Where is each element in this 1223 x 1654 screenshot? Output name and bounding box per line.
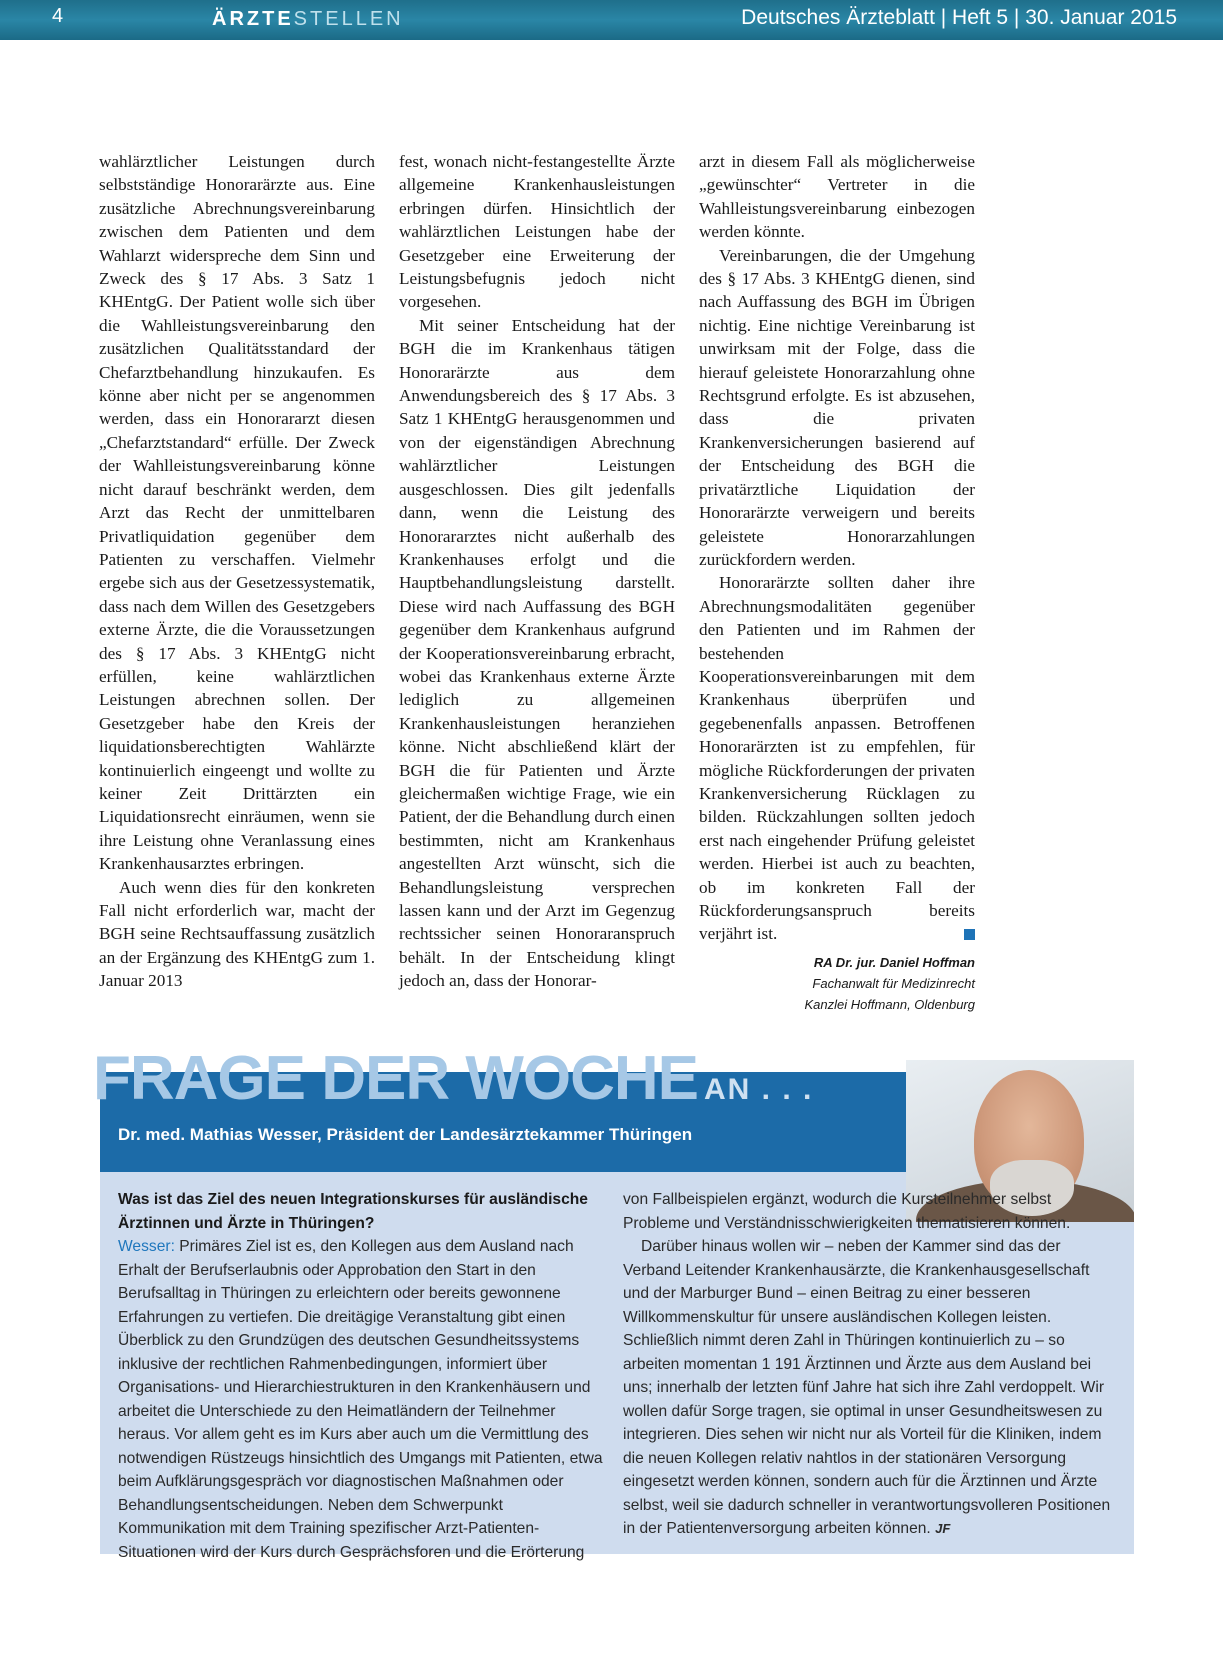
- speaker-label: Wesser:: [118, 1238, 175, 1255]
- paragraph-text: Honorarärzte sollten daher ihre Abrechnungsmodalitäten gegenüber den Patienten und im Rahmen der bestehenden Kooperationsvereinbarungen mit dem Krankenhaus überprüfen und gegebenenfalls anpassen. Betroffenen Honorarärzten ist zu empfehlen, für mögliche Rückforderungen der privaten Krankenversicherung Rücklagen zu bilden. Rückzahlungen sollten jedoch erst nach eingehender Prüfung geleistet werden. Hierbei ist auch zu beachten, ob im konkreten Fall der Rückforderungsanspruch bereits verjährt ist.: [699, 573, 975, 944]
- frage-title-suffix: AN . . .: [704, 1073, 814, 1106]
- qa-column-1: [118, 1188, 606, 1564]
- paragraph: Mit seiner Entscheidung hat der BGH die im Krankenhaus tätigen Honorarärzte aus dem Anwendungsbereich des § 17 Abs. 3 Satz 1 KHEntgG herausgenommen und von der eigenständigen Abrechnung wahlärztlicher Leistungen ausgeschlossen. Dies gilt jedenfalls dann, wenn die Leistung des Honorararztes nicht außerhalb des Krankenhauses erfolgt und die Hauptbehandlungsleistung darstellt. Diese wird nach Auffassung des BGH gegenüber dem Krankenhaus aufgrund der Kooperationsvereinbarung erbracht, wobei das Krankenhaus externe Ärzte lediglich zu allgemeinen Krankenhausleistungen heranziehen könne. Nicht abschließend klärt der BGH die für Patienten und Ärzte gleichermaßen wichtige Frage, wie ein Patient, der die Behandlung durch einen bestimmten, nicht am Krankenhaus angestellten Arzt wünscht, sich die Behandlungsleistung versprechen lassen kann und der Arzt im Gegenzug rechtssicher seinen Honoraranspruch behält. In der Entscheidung klingt jedoch an, dass der Honorar-: [399, 315, 675, 991]
- answer-text: Primäres Ziel ist es, den Kollegen aus dem Ausland nach Erhalt der Berufserlaubnis oder Approbation den Start in den Berufsalltag in Thüringen zu erleichtern oder bereits gewonnene Erfahrungen zu vertiefen. Die dreitägige Veranstaltung gibt einen Überblick zu den Grundzügen des deutschen Gesundheitssystems inklusive der rechtlichen Rahmenbedingungen, informiert über Organisations- und Hierarchiestrukturen in den Krankenhäusern und arbeitet die Unterschiede zu den Heimatländern der Teilnehmer heraus. Vor allem geht es im Kurs aber auch um die Vermittlung des notwendigen Rüstzeugs hinsichtlich des Umgangs mit Patienten, etwa beim Aufklärungsgespräch vor diagnostischen Maßnahmen oder Behandlungsentscheidungen. Neben dem Schwerpunkt Kommunikation mit dem Training spezifischer Arzt-Patienten-Situationen wird der Kurs durch Gesprächsforen und die Erörterung: [118, 1238, 603, 1561]
- paragraph: [699, 571, 975, 946]
- author-name: RA Dr. jur. Daniel Hoffman: [813, 954, 975, 970]
- paragraph: Auch wenn dies für den konkreten Fall nicht erforderlich war, macht der BGH seine Rechtsauffassung zusätzlich an der Ergänzung des KHEntgG zum 1. Januar 2013: [99, 877, 375, 991]
- author-firm: Kanzlei Hoffmann, Oldenburg: [804, 996, 975, 1012]
- signature: JF: [935, 1521, 951, 1536]
- frage-title: [93, 1044, 813, 1125]
- issue-info: Deutsches Ärzteblatt | Heft 5 | 30. Januar 2015: [741, 6, 1177, 29]
- answer-text: Darüber hinaus wollen wir – neben der Kammer sind das der Verband Leitender Krankenhausärzte, die Krankenhausgesellschaft und der Marburger Bund – einen Beitrag zu einer besseren Willkommenskultur für unsere ausländischen Kollegen leisten. Schließlich nimmt deren Zahl in Thüringen kontinuierlich zu – so arbeiten momentan 1 191 Ärztinnen und Ärzte aus dem Ausland bei uns; innerhalb der letzten fünf Jahre hat sich ihre Zahl verdoppelt. Wir wollen dafür Sorge tragen, sie optimal in unser Gesundheitswesen zu integrieren. Dies sehen wir nicht nur als Vorteil für die Kliniken, indem die neuen Kollegen relativ nahtlos in der stationären Versorgung eingesetzt werden können, sondern auch für die Ärztinnen und Ärzte selbst, weil sie dadurch schneller in verantwortungsvolleren Positionen in der Patientenversorgung arbeiten können.: [623, 1238, 1111, 1537]
- question: Was ist das Ziel des neuen Integrationskurses für ausländische Ärztinnen und Ärzte in Thüringen?: [118, 1191, 588, 1232]
- paragraph: wahlärztlicher Leistungen durch selbstständige Honorarärzte aus. Eine zusätzliche Abrechnungsvereinbarung zwischen dem Patienten und dem Wahlarzt widerspreche dem Sinn und Zweck des § 17 Abs. 3 Satz 1 KHEntgG. Der Patient wolle sich über die Wahlleistungsvereinbarung den zusätzlichen Qualitätsstandard der Chefarztbehandlung hinzukaufen. Es könne aber nicht per se angenommen werden, dass ein Honorararzt diesen „Chefarztstandard“ erfülle. Der Zweck der Wahlleistungsvereinbarung könne nicht darauf beschränkt werden, dem Arzt das Recht der unmittelbaren Privatliquidation gegenüber dem Patienten zu verschaffen. Vielmehr ergebe sich aus der Gesetzessystematik, dass nach dem Willen des Gesetzgebers externe Ärzte, die die Voraussetzungen des § 17 Abs. 3 KHEntgG nicht erfüllen, keine wahlärztlichen Leistungen abrechnen sollen. Der Gesetzgeber habe den Kreis der liquidationsberechtigten Wahlärzte kontinuierlich eingeengt und wollte zu keiner Zeit Drittärzten ein Liquidationsrecht einräumen, wenn sie ihre Leistung ohne Veranlassung eines Krankenhausarztes erbringen.: [99, 152, 375, 874]
- author-block: [699, 952, 975, 1015]
- paragraph: arzt in diesem Fall als möglicherweise „gewünschter“ Vertreter in die Wahlleistungsvereinbarung einbezogen werden könnte.: [699, 152, 975, 242]
- section-logo-bold: ÄRZTE: [212, 8, 294, 30]
- page-number: 4: [52, 5, 64, 27]
- qa-column-2: [623, 1188, 1113, 1541]
- section-logo-light: STELLEN: [293, 8, 404, 30]
- article-column-2: [399, 150, 675, 993]
- section-logo: [212, 8, 404, 31]
- article-column-3: [699, 150, 975, 1015]
- header-bar: [0, 0, 1223, 40]
- end-mark-icon: [964, 929, 975, 940]
- frage-subtitle: Dr. med. Mathias Wesser, Präsident der Landesärztekammer Thüringen: [118, 1125, 693, 1144]
- paragraph: fest, wonach nicht-festangestellte Ärzte allgemeine Krankenhausleistungen erbringen dürfen. Hinsichtlich der wahlärztlichen Leistungen habe der Gesetzgeber eine Erweiterung der Leistungsbefugnis jedoch nicht vorgesehen.: [399, 152, 675, 312]
- author-title: Fachanwalt für Medizinrecht: [812, 975, 975, 991]
- article-column-1: [99, 150, 375, 993]
- answer-paragraph: [118, 1235, 606, 1564]
- answer-paragraph-cont: von Fallbeispielen ergänzt, wodurch die Kursteilnehmer selbst Probleme und Verständnisschwierigkeiten thematisieren können.: [623, 1191, 1071, 1232]
- answer-paragraph: [623, 1235, 1113, 1541]
- paragraph: Vereinbarungen, die der Umgehung des § 17 Abs. 3 KHEntgG dienen, sind nach Auffassung des BGH im Übrigen nichtig. Eine nichtige Vereinbarung ist unwirksam mit der Folge, dass die hierauf geleistete Honorarzahlung ohne Rechtsgrund erfolgte. Es ist abzusehen, dass die privaten Krankenversicherungen basierend auf der Entscheidung des BGH die privatärztliche Liquidation der Honorarärzte verweigern und bereits geleistete Honorarzahlungen zurückfordern werden.: [699, 245, 975, 569]
- frage-title-text: FRAGE DER WOCHE: [93, 1044, 698, 1113]
